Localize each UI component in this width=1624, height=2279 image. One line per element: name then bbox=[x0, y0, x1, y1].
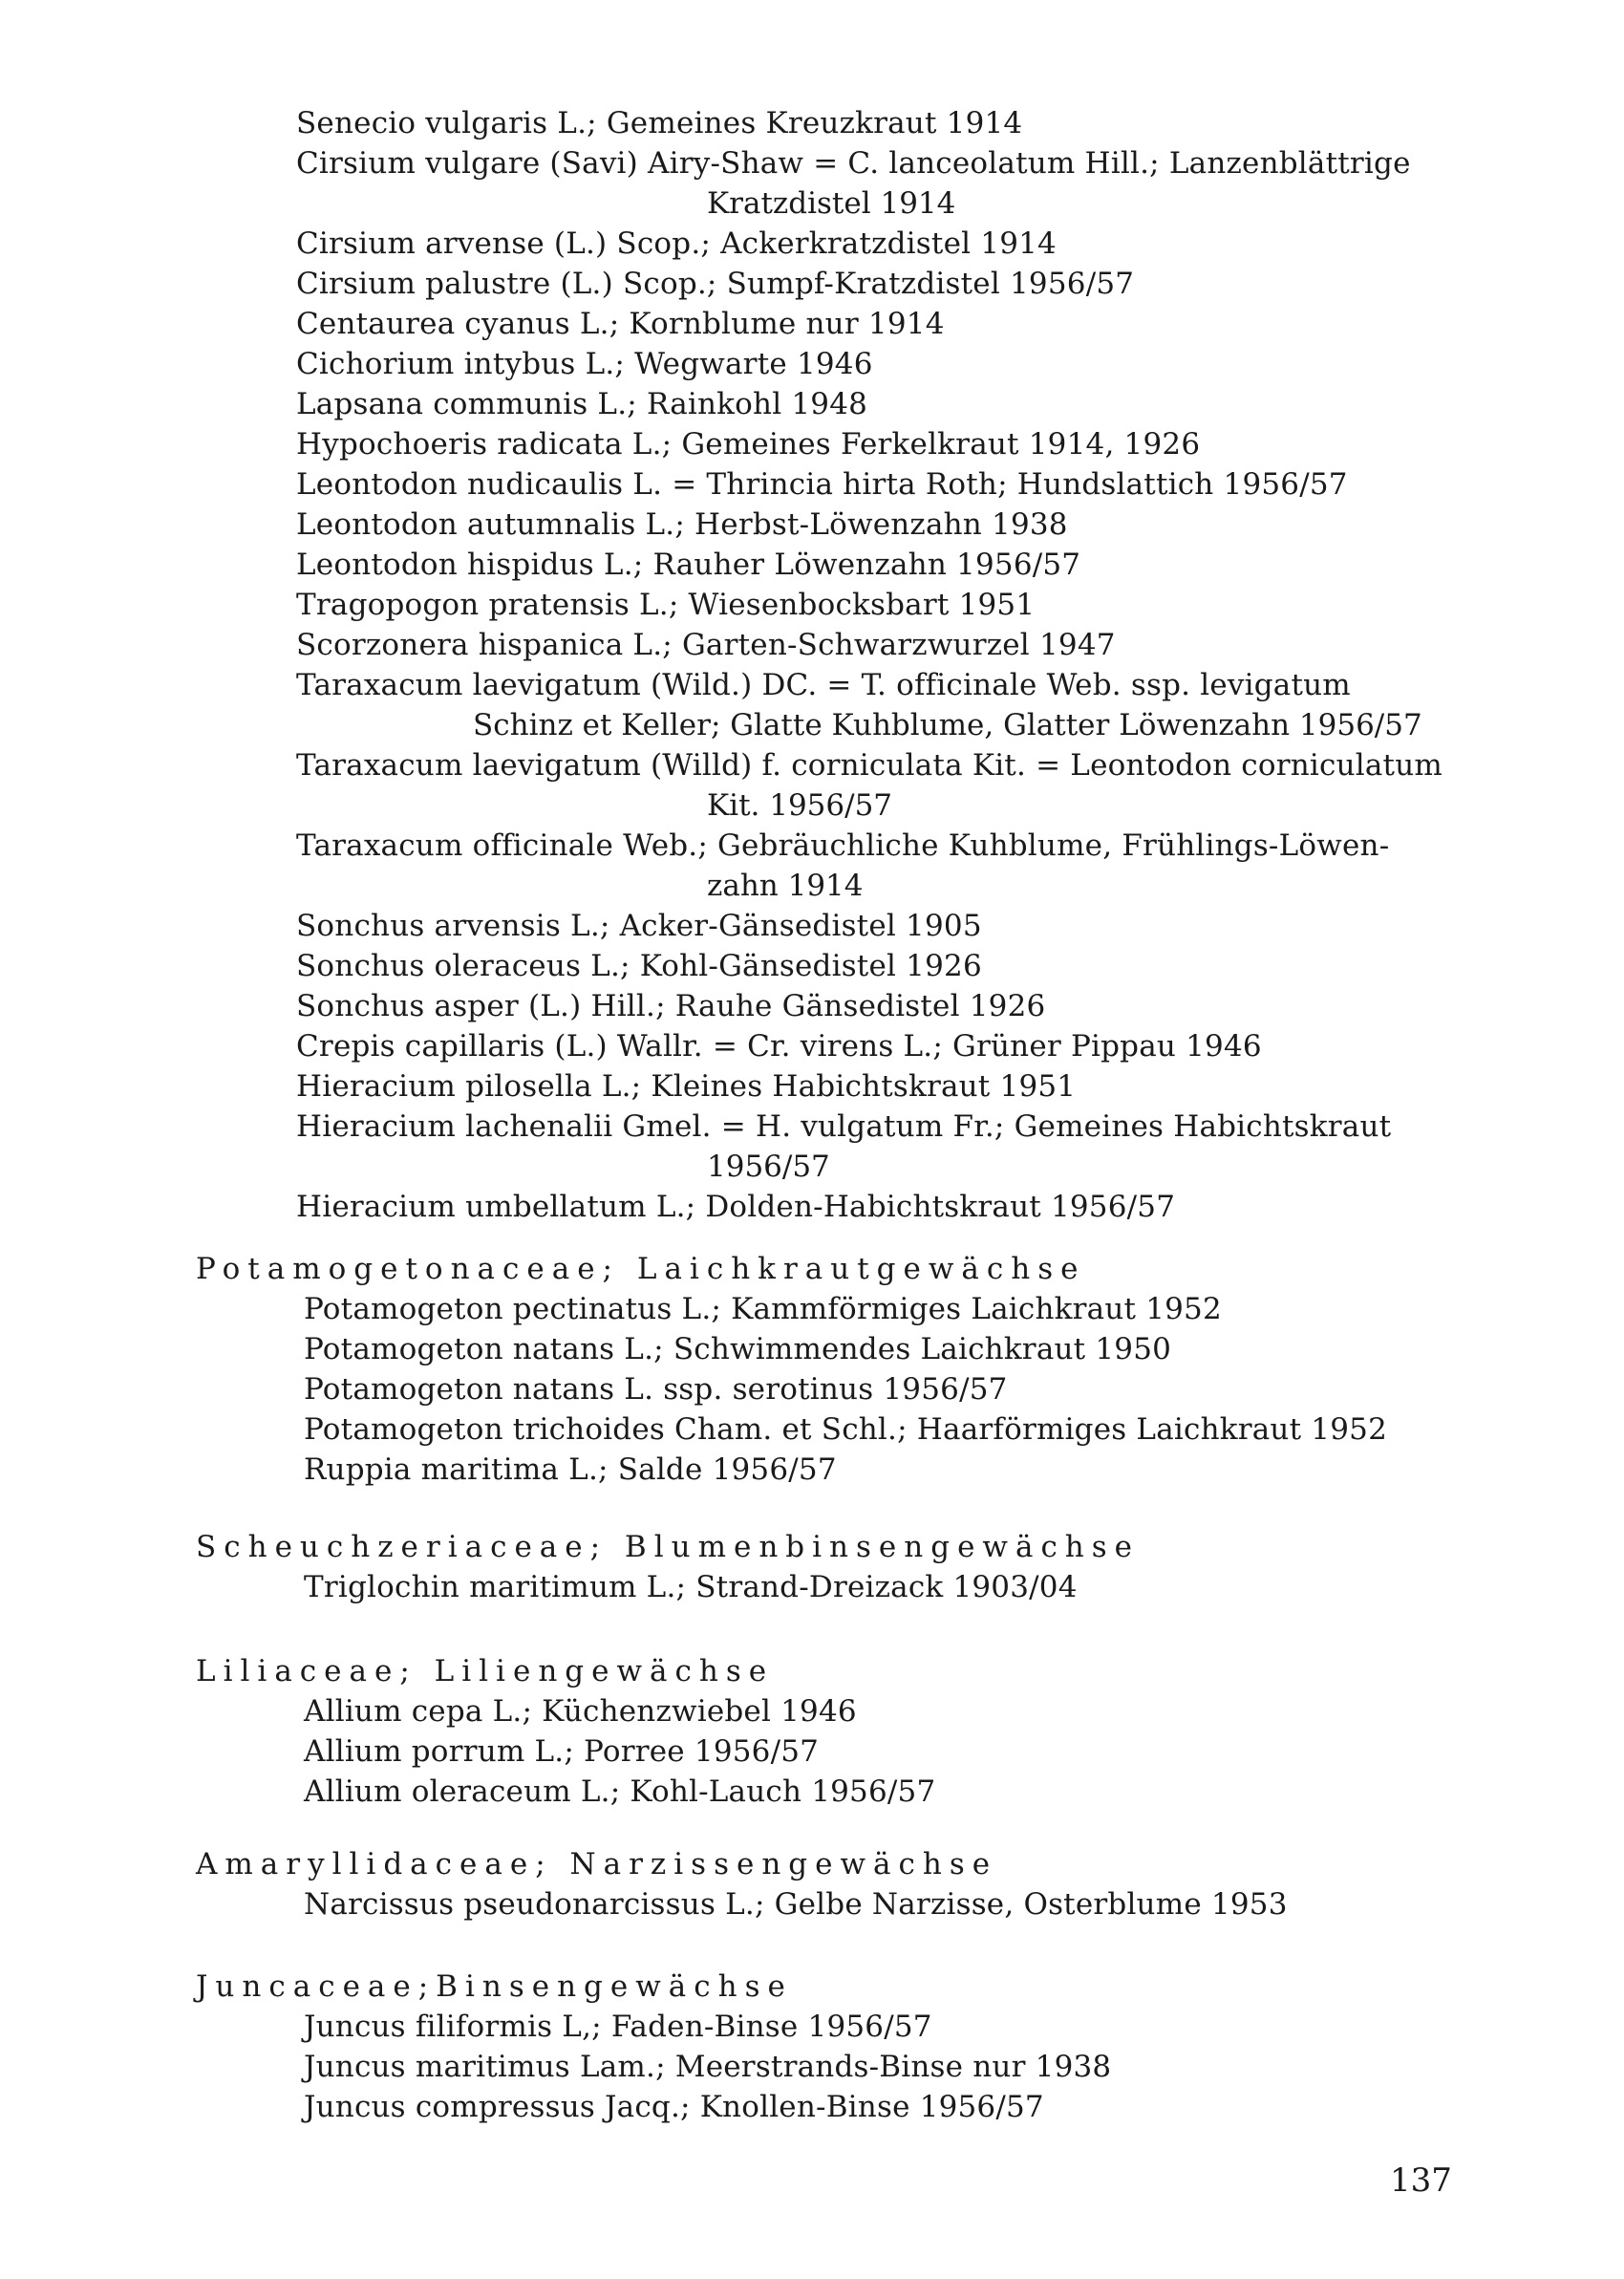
list-item: Allium cepa L.; Küchenzwiebel 1946 bbox=[304, 1694, 857, 1729]
list-item: Hieracium lachenalii Gmel. = H. vulgatum Fr.; Gemeines Habichtskraut bbox=[296, 1109, 1392, 1144]
list-item: Leontodon hispidus L.; Rauher Löwenzahn 1956/57 bbox=[296, 548, 1081, 582]
list-item-continuation: 1956/57 bbox=[707, 1150, 830, 1184]
family-list bbox=[0, 1567, 1624, 1607]
list-item: Leontodon nudicaulis L. = Thrincia hirta Roth; Hundslattich 1956/57 bbox=[296, 467, 1348, 502]
list-item: Juncus maritimus Lam.; Meerstrands-Binse nur 1938 bbox=[304, 2050, 1112, 2084]
list-item: Hieracium umbellatum L.; Dolden-Habichtskraut 1956/57 bbox=[296, 1190, 1176, 1224]
family-heading: Scheuchzeriaceae; Blumenbinsengewächse bbox=[196, 1530, 1141, 1564]
list-item: Narcissus pseudonarcissus L.; Gelbe Narzisse, Osterblume 1953 bbox=[304, 1887, 1288, 1922]
list-item: Hypochoeris radicata L.; Gemeines Ferkelkraut 1914, 1926 bbox=[296, 427, 1201, 462]
list-item: Cirsium arvense (L.) Scop.; Ackerkratzdistel 1914 bbox=[296, 226, 1057, 261]
list-item: Allium porrum L.; Porree 1956/57 bbox=[304, 1734, 820, 1769]
list-item: Cichorium intybus L.; Wegwarte 1946 bbox=[296, 347, 873, 381]
list-item: Juncus filiformis L,; Faden-Binse 1956/57 bbox=[304, 2010, 932, 2044]
family-heading: Potamogetonaceae; Laichkrautgewächse bbox=[196, 1252, 1086, 1286]
list-item: Lapsana communis L.; Rainkohl 1948 bbox=[296, 387, 868, 421]
list-item: Hieracium pilosella L.; Kleines Habichtskraut 1951 bbox=[296, 1069, 1077, 1104]
list-item: Centaurea cyanus L.; Kornblume nur 1914 bbox=[296, 307, 945, 341]
list-item: Triglochin maritimum L.; Strand-Dreizack 1903/04 bbox=[304, 1570, 1078, 1604]
family-heading: Amaryllidaceae; Narzissengewächse bbox=[196, 1847, 998, 1881]
list-item: Potamogeton natans L.; Schwimmendes Laichkraut 1950 bbox=[304, 1332, 1172, 1366]
list-item: Sonchus arvensis L.; Acker-Gänsedistel 1905 bbox=[296, 909, 982, 943]
list-item-continuation: Kit. 1956/57 bbox=[707, 788, 893, 823]
list-item: Tragopogon pratensis L.; Wiesenbocksbart 1951 bbox=[296, 588, 1036, 622]
list-item: Cirsium vulgare (Savi) Airy-Shaw = C. lanceolatum Hill.; Lanzenblättrige bbox=[296, 146, 1411, 181]
list-item: Juncus compressus Jacq.; Knollen-Binse 1956/57 bbox=[304, 2090, 1044, 2124]
list-item: Sonchus asper (L.) Hill.; Rauhe Gänsedistel 1926 bbox=[296, 989, 1046, 1023]
list-item: Potamogeton natans L. ssp. serotinus 1956/57 bbox=[304, 1372, 1008, 1407]
list-item: Leontodon autumnalis L.; Herbst-Löwenzahn 1938 bbox=[296, 507, 1068, 542]
list-item: Sonchus oleraceus L.; Kohl-Gänsedistel 1926 bbox=[296, 949, 982, 983]
family-list bbox=[0, 1289, 1624, 1490]
list-item: Taraxacum laevigatum (Willd) f. corniculata Kit. = Leontodon corniculatum bbox=[296, 748, 1442, 783]
family-list bbox=[0, 2007, 1624, 2127]
family-list bbox=[0, 1691, 1624, 1812]
list-item: Potamogeton pectinatus L.; Kammförmiges Laichkraut 1952 bbox=[304, 1292, 1222, 1326]
family-heading: Liliaceae; Liliengewächse bbox=[196, 1654, 775, 1688]
list-item: Scorzonera hispanica L.; Garten-Schwarzwurzel 1947 bbox=[296, 628, 1116, 662]
list-item: Senecio vulgaris L.; Gemeines Kreuzkraut 1914 bbox=[296, 106, 1023, 140]
list-item: Taraxacum officinale Web.; Gebräuchliche Kuhblume, Frühlings-Löwen- bbox=[296, 828, 1390, 863]
list-item: Cirsium palustre (L.) Scop.; Sumpf-Kratzdistel 1956/57 bbox=[296, 267, 1135, 301]
list-item-continuation: Kratzdistel 1914 bbox=[707, 186, 956, 221]
page-number: 137 bbox=[1390, 2161, 1452, 2200]
list-item: Allium oleraceum L.; Kohl-Lauch 1956/57 bbox=[304, 1774, 936, 1809]
asteraceae-list bbox=[0, 103, 1624, 1227]
list-item-continuation: zahn 1914 bbox=[707, 869, 864, 903]
list-item: Potamogeton trichoides Cham. et Schl.; Haarförmiges Laichkraut 1952 bbox=[304, 1412, 1388, 1447]
list-item: Crepis capillaris (L.) Wallr. = Cr. virens L.; Grüner Pippau 1946 bbox=[296, 1029, 1262, 1064]
family-list bbox=[0, 1884, 1624, 1924]
family-heading: Juncaceae;Binsengewächse bbox=[196, 1969, 793, 2004]
list-item: Taraxacum laevigatum (Wild.) DC. = T. officinale Web. ssp. levigatum bbox=[296, 668, 1351, 702]
list-item-continuation: Schinz et Keller; Glatte Kuhblume, Glatter Löwenzahn 1956/57 bbox=[473, 708, 1422, 742]
list-item: Ruppia maritima L.; Salde 1956/57 bbox=[304, 1452, 837, 1487]
